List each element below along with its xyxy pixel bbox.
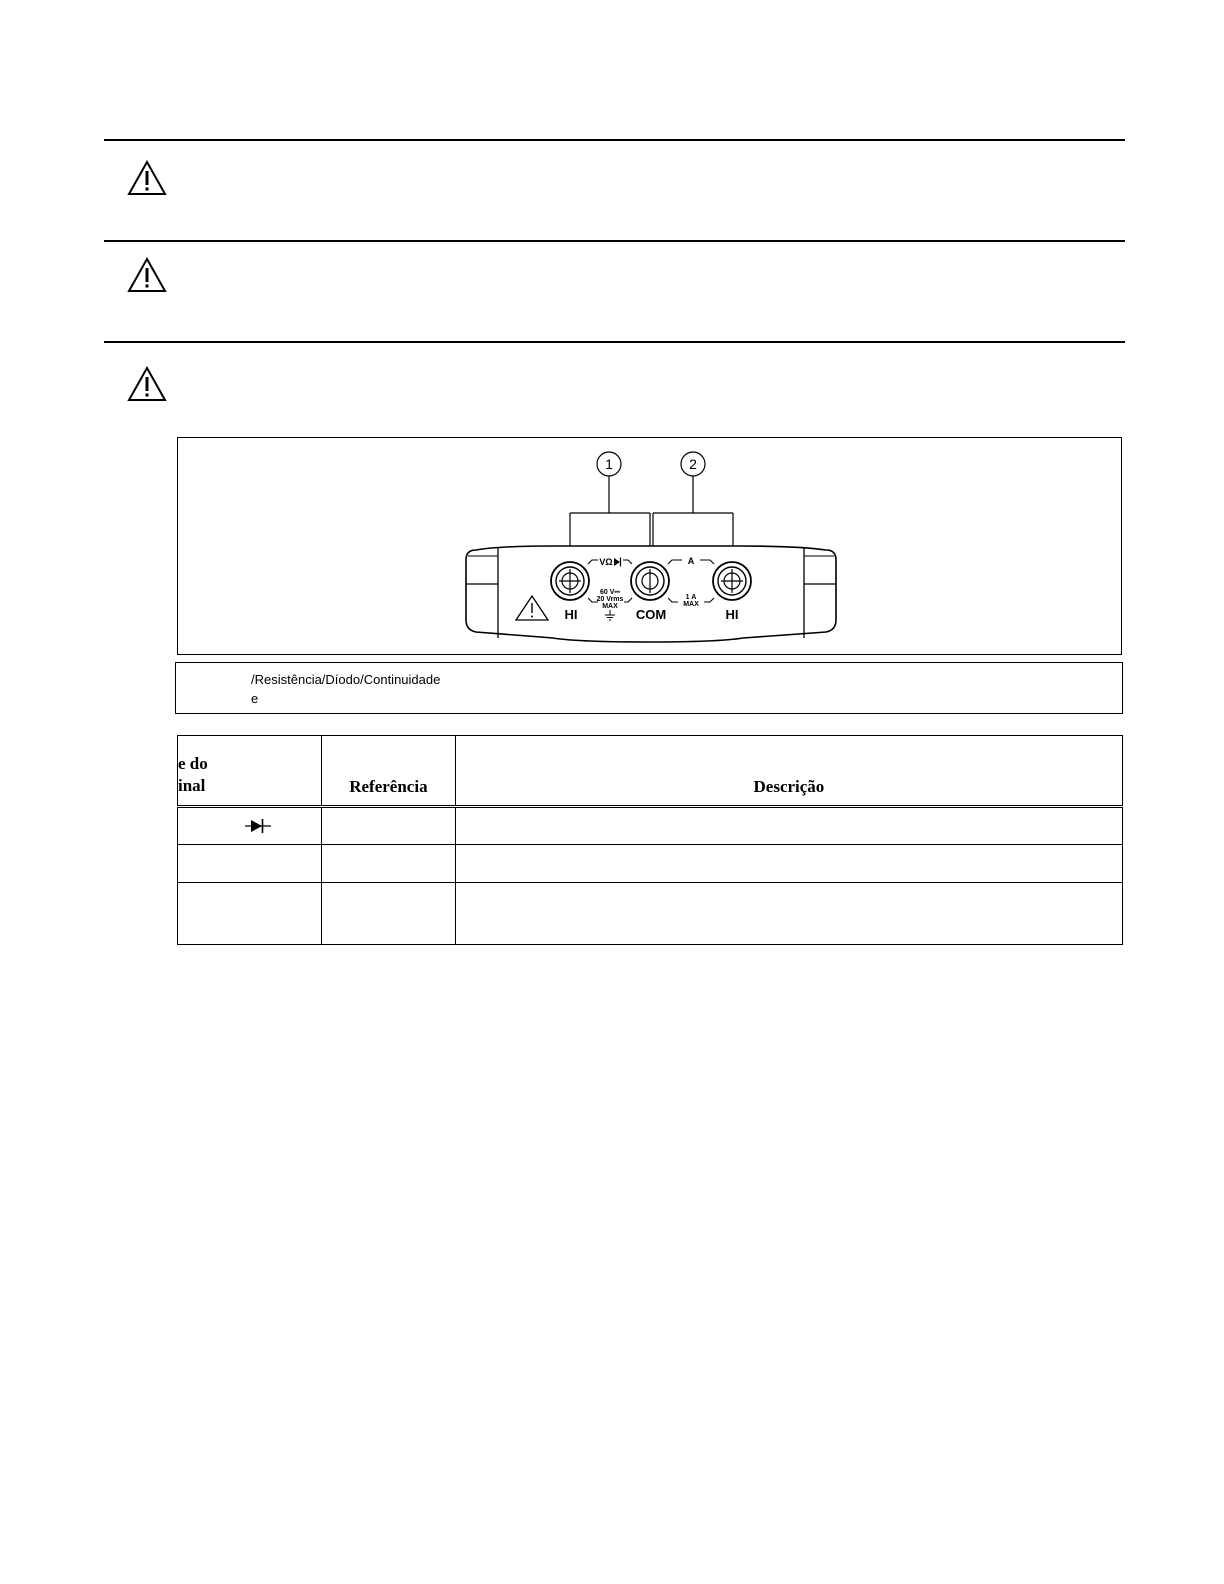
- table-cell: [455, 883, 1122, 945]
- callout-1-label: 1: [605, 456, 613, 472]
- table-row: [178, 807, 1123, 845]
- table-cell: [322, 807, 456, 845]
- amp-spec-line-2: MAX: [683, 601, 699, 608]
- terminal-table: [177, 735, 1123, 945]
- caption-line-1: /Resistência/Díodo/Continuidade: [251, 672, 441, 687]
- section-rule-1: [104, 139, 1125, 141]
- header-terminal-name-line-2: inal: [178, 776, 206, 795]
- header-reference: Referência: [322, 736, 456, 807]
- volt-spec-line-1: 60 V⎓: [600, 589, 620, 596]
- header-description: Descrição: [455, 736, 1122, 807]
- hi-left-label: HI: [564, 607, 578, 622]
- table-header-row: [178, 736, 1123, 807]
- header-terminal-name: [178, 736, 322, 807]
- warning-triangle-icon: [127, 366, 167, 402]
- hi-left-jack: [551, 562, 589, 600]
- hi-right-jack: [713, 562, 751, 600]
- diode-symbol-icon: [178, 808, 321, 844]
- callout-2-label: 2: [689, 456, 697, 472]
- figure-caption: [175, 662, 1123, 714]
- table-cell: [178, 807, 322, 845]
- table-cell: [322, 883, 456, 945]
- caption-line-2: e: [251, 691, 259, 706]
- table-row: [178, 883, 1123, 945]
- hi-right-label: HI: [725, 607, 739, 622]
- com-label: COM: [635, 607, 667, 622]
- volt-spec-line-2: 20 Vrms: [596, 596, 624, 603]
- device-panel-drawing: [178, 438, 1123, 656]
- section-rule-2: [104, 240, 1125, 242]
- volt-spec-line-3: MAX: [602, 603, 618, 610]
- header-terminal-name-line-1: e do: [178, 754, 208, 773]
- table-cell: [455, 807, 1122, 845]
- terminal-figure: [177, 437, 1122, 655]
- vohm-label: VΩ: [599, 557, 613, 567]
- warning-triangle-icon: [127, 160, 167, 196]
- amp-label: A: [687, 556, 695, 566]
- warning-triangle-icon: [127, 257, 167, 293]
- table-cell: [455, 845, 1122, 883]
- section-rule-3: [104, 341, 1125, 343]
- amp-spec-line-1: 1 A: [685, 594, 697, 601]
- com-jack: [631, 562, 669, 600]
- table-cell: [322, 845, 456, 883]
- table-cell: [178, 845, 322, 883]
- table-cell: [178, 883, 322, 945]
- table-row: [178, 845, 1123, 883]
